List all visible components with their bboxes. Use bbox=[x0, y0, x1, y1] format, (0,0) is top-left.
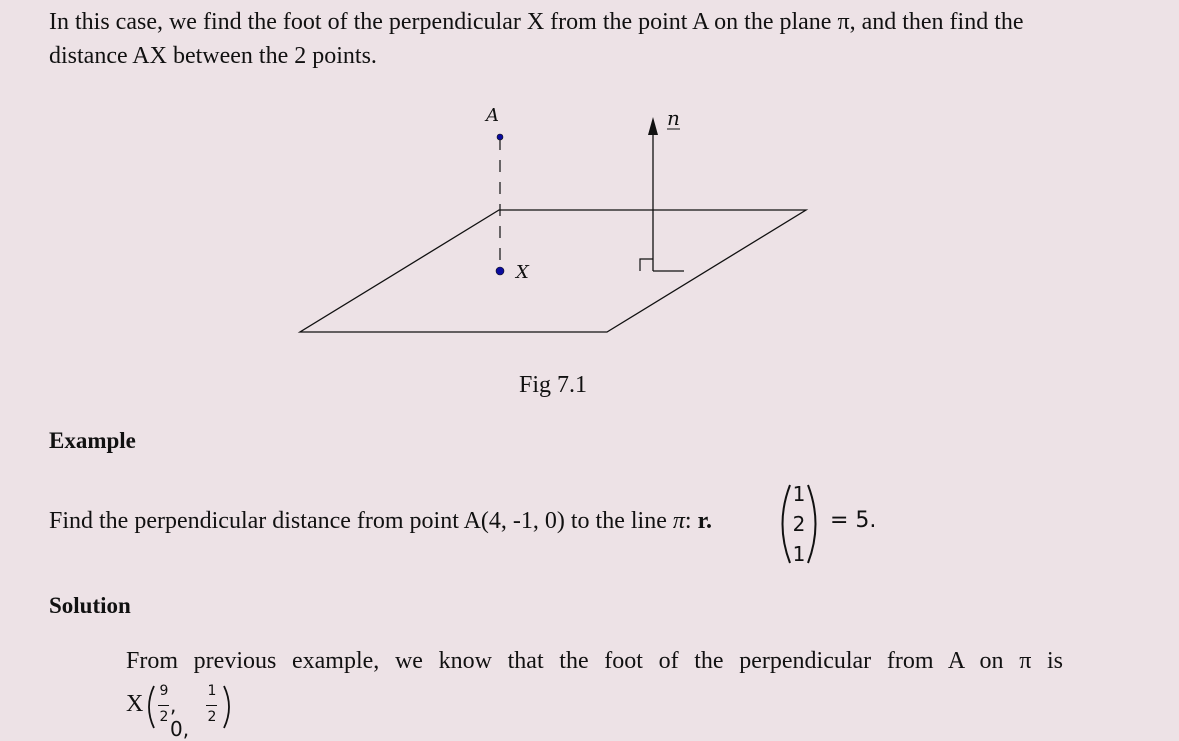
fp-right-paren bbox=[224, 686, 229, 728]
normal-vector-arrowhead bbox=[648, 117, 658, 135]
right-angle-marker bbox=[640, 259, 653, 271]
frac2-bar bbox=[206, 705, 217, 706]
frac1-numerator: 9 bbox=[159, 683, 169, 699]
foot-point-middle: , 0, bbox=[170, 693, 190, 741]
plane-outline bbox=[300, 210, 806, 332]
vector-entry-3: 1 bbox=[792, 542, 806, 566]
equation-rhs: = 5. bbox=[830, 508, 877, 533]
point-x-dot bbox=[496, 267, 504, 275]
solution-heading: Solution bbox=[49, 593, 131, 618]
fp-left-paren bbox=[149, 686, 154, 728]
label-n: n bbox=[667, 106, 680, 130]
vector-entry-1: 1 bbox=[792, 482, 806, 506]
label-a: A bbox=[486, 105, 499, 126]
pi-symbol: π bbox=[672, 508, 685, 534]
frac1-bar bbox=[158, 705, 169, 706]
vector-entry-2: 2 bbox=[792, 512, 806, 536]
frac1-denominator: 2 bbox=[159, 709, 169, 725]
foot-point-label: X bbox=[126, 691, 144, 717]
example-statement bbox=[49, 508, 712, 535]
frac2-numerator: 1 bbox=[207, 683, 217, 699]
solution-paragraph: From previous example, we know that the foot of the perpendicular from A on π is bbox=[126, 648, 1063, 674]
frac2-denominator: 2 bbox=[207, 709, 217, 725]
point-a-dot bbox=[497, 134, 503, 140]
label-x: X bbox=[516, 262, 529, 283]
example-heading: Example bbox=[49, 428, 136, 453]
figure-caption: Fig 7.1 bbox=[519, 372, 588, 398]
normal-column-vector bbox=[776, 483, 822, 565]
vector-r: r. bbox=[697, 508, 713, 534]
colon: : bbox=[684, 508, 698, 534]
intro-paragraph: In this case, we find the foot of the perpendicular X from the point A on the plane π, and then find the distance AX between the 2 points. bbox=[49, 9, 1024, 69]
example-text-prefix: Find the perpendicular distance from point A(4, -1, 0) to the line bbox=[49, 508, 673, 534]
